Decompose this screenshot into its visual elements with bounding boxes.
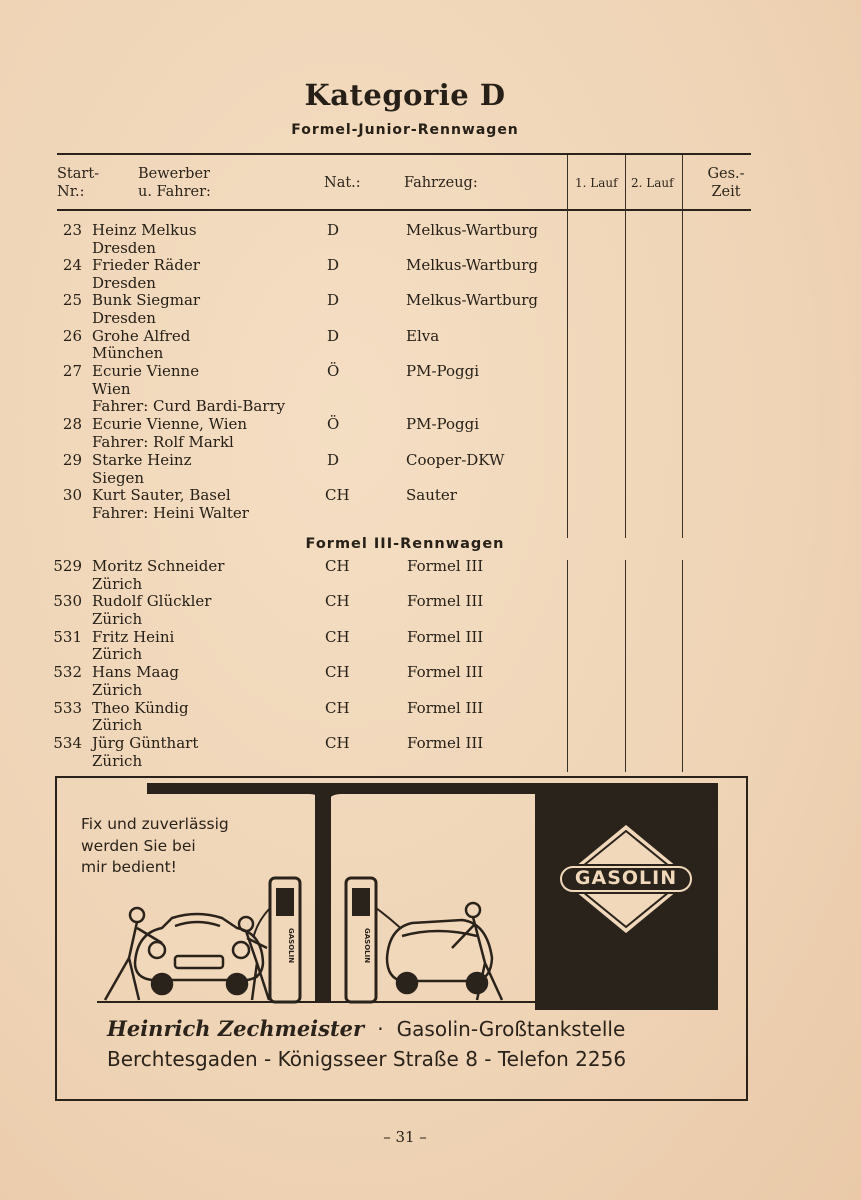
entrant-name: Grohe Alfred: [92, 326, 191, 345]
header-start-nr: Start- Nr.:: [57, 166, 100, 200]
start-number: 23: [62, 221, 82, 239]
vehicle: Cooper-DKW: [406, 451, 505, 469]
start-number: 24: [62, 256, 82, 275]
entrant-name: Starke Heinz: [92, 451, 192, 469]
business-name: Gasolin-Großtankstelle: [396, 1017, 626, 1041]
nationality: D: [327, 221, 340, 239]
nationality: CH: [325, 627, 350, 646]
entrant-city: Dresden: [92, 238, 156, 257]
entrant-city: Zürich: [92, 716, 143, 735]
vehicle: Formel III: [407, 557, 484, 575]
vehicle: Formel III: [407, 627, 484, 646]
entrant-name: Rudolf Glückler: [92, 592, 212, 611]
nationality: CH: [325, 557, 350, 575]
nationality: CH: [325, 663, 350, 682]
pump-label-left: GASOLIN: [287, 928, 295, 964]
nationality: CH: [325, 592, 350, 611]
driver-name: Fahrer: Curd Bardi-Barry: [92, 397, 286, 416]
entrant-name: Ecurie Vienne, Wien: [92, 415, 248, 433]
owner-name: Heinrich Zechmeister: [107, 1016, 365, 1041]
entrant-name: Bunk Siegmar: [92, 291, 201, 310]
gasolin-logo-text: GASOLIN: [574, 867, 678, 889]
nationality: CH: [325, 734, 350, 752]
nationality: D: [327, 451, 340, 469]
column-divider-lauf1-lower: [567, 560, 568, 772]
entrant-name: Theo Kündig: [92, 698, 189, 717]
nationality: CH: [325, 698, 350, 717]
entrant-city: Zürich: [92, 751, 143, 770]
vehicle: PM-Poggi: [406, 415, 480, 433]
entrant-name: Fritz Heini: [92, 627, 175, 646]
start-number: 26: [62, 326, 82, 345]
ad-business-line: [107, 1016, 625, 1041]
start-number: 29: [62, 451, 82, 469]
section-title-formel-iii: Formel III-Rennwagen: [305, 536, 505, 552]
entrant-name: Frieder Räder: [92, 256, 200, 275]
entrant-name: Jürg Günthart: [92, 734, 199, 752]
entrant-city: Zürich: [92, 645, 143, 664]
start-number: 532: [53, 663, 82, 682]
nationality: D: [327, 256, 340, 275]
ad-slogan: Fix und zuverlässig werden Sie bei mir bedient!: [81, 815, 229, 876]
nationality: D: [327, 291, 340, 310]
header-bewerber: Bewerber u. Fahrer:: [138, 166, 211, 200]
table-header-rule: [57, 209, 751, 211]
header-lauf1: 1. Lauf: [575, 176, 618, 190]
column-divider-lauf1: [567, 155, 568, 538]
nationality: D: [327, 326, 340, 345]
header-fahrzeug: Fahrzeug:: [404, 175, 478, 191]
vehicle: PM-Poggi: [406, 362, 480, 380]
entrant-city: Zürich: [92, 574, 143, 593]
header-lauf2: 2. Lauf: [631, 176, 674, 190]
entrant-name: Ecurie Vienne: [92, 362, 200, 380]
separator-dot: ·: [377, 1017, 384, 1041]
pump-label-right: GASOLIN: [363, 928, 371, 964]
entrant-name: Heinz Melkus: [92, 221, 197, 239]
vehicle: Melkus-Wartburg: [406, 221, 539, 239]
start-number: 27: [62, 362, 82, 380]
nationality: Ö: [327, 362, 340, 380]
nationality: Ö: [327, 415, 340, 433]
driver-name: Fahrer: Heini Walter: [92, 503, 249, 522]
entrant-name: Moritz Schneider: [92, 557, 225, 575]
ad-address: Berchtesgaden - Königsseer Straße 8 - Telefon 2256: [107, 1047, 627, 1071]
canopy-roof: [147, 783, 535, 808]
page-subtitle: Formel-Junior-Rennwagen: [291, 122, 519, 138]
vehicle: Formel III: [407, 698, 484, 717]
page-title: Kategorie D: [304, 78, 506, 112]
vehicle: Formel III: [407, 734, 484, 752]
entrant-city: Wien: [92, 379, 131, 398]
entrant-city: Zürich: [92, 680, 143, 699]
column-divider-gesamt: [682, 155, 683, 538]
gasolin-advertisement: [55, 776, 748, 1101]
page-number: – 31 –: [383, 1128, 427, 1146]
vehicle: Sauter: [406, 486, 457, 504]
table-top-rule: [57, 153, 751, 155]
entrant-name: Hans Maag: [92, 663, 179, 682]
vehicle: Melkus-Wartburg: [406, 256, 539, 275]
entrant-city: Siegen: [92, 468, 145, 487]
start-number: 28: [62, 415, 82, 433]
car-left: [135, 914, 263, 994]
header-gesamtzeit: Ges.- Zeit: [707, 166, 745, 200]
start-number: 531: [53, 627, 82, 646]
vehicle: Elva: [406, 326, 440, 345]
entrant-city: Dresden: [92, 309, 156, 327]
vehicle: Formel III: [407, 663, 484, 682]
start-number: 30: [62, 486, 82, 504]
entrant-city: München: [92, 344, 164, 363]
vehicle: Melkus-Wartburg: [406, 291, 539, 310]
start-number: 533: [53, 698, 82, 717]
column-divider-lauf2: [625, 155, 626, 538]
start-number: 534: [53, 734, 82, 752]
canopy-pillar: [315, 792, 331, 1002]
start-number: 25: [62, 291, 82, 310]
entrant-name: Kurt Sauter, Basel: [92, 486, 231, 504]
column-divider-gesamt-lower: [682, 560, 683, 772]
header-nat: Nat.:: [324, 175, 361, 191]
start-number: 530: [53, 592, 82, 611]
entrant-city: Dresden: [92, 273, 156, 292]
vehicle: Formel III: [407, 592, 484, 611]
column-divider-lauf2-lower: [625, 560, 626, 772]
entrant-city: Zürich: [92, 610, 143, 628]
nationality: CH: [325, 486, 350, 504]
start-number: 529: [53, 557, 82, 575]
driver-name: Fahrer: Rolf Markl: [92, 432, 234, 451]
